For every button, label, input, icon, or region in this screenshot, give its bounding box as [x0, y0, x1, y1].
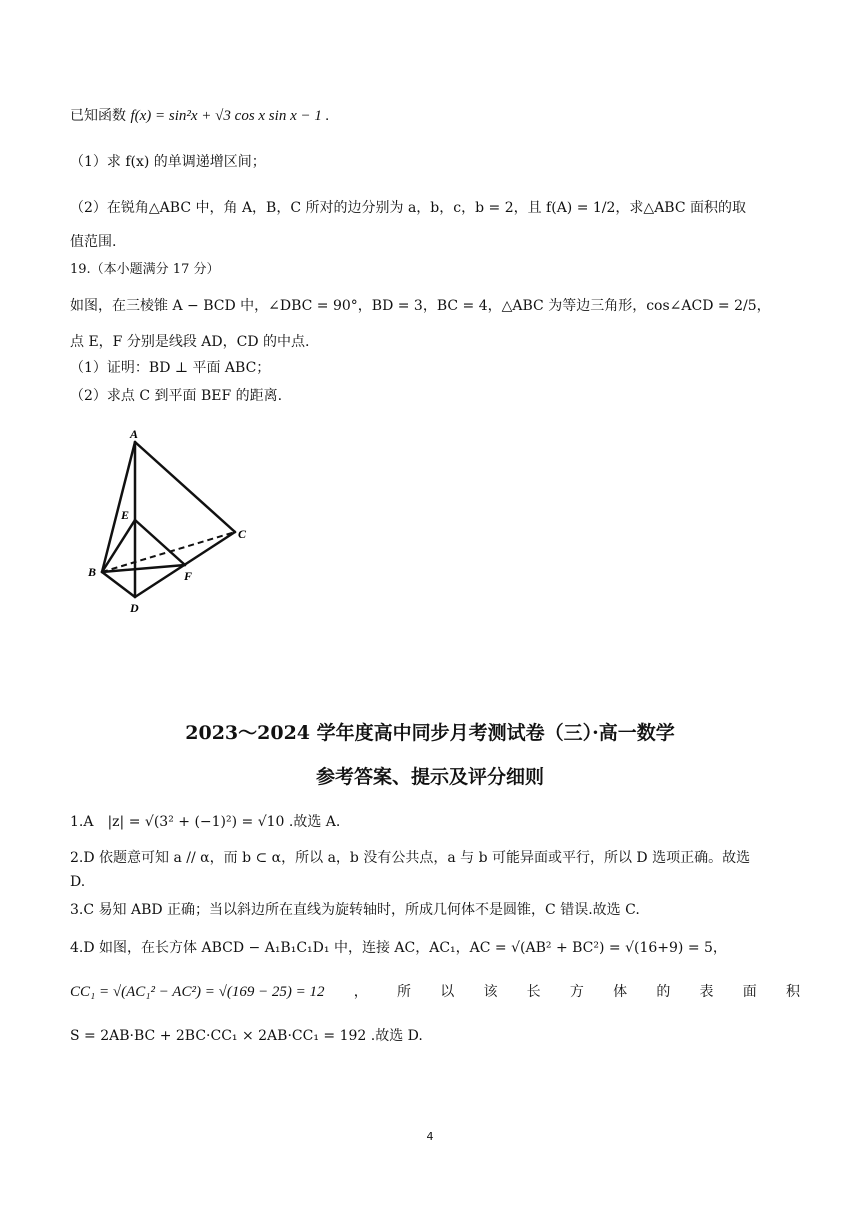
answer-4-word: 方 [569, 984, 584, 1000]
edge-ef [135, 520, 185, 565]
label-b: B [88, 565, 97, 579]
answer-2-line1: 2.D 依题意可知 a // α，而 b ⊂ α，所以 a，b 没有公共点，a 与 b 可能异面或平行，所以 D 选项正确。故选 [70, 850, 751, 866]
answers-subtitle: 参考答案、提示及评分细则 [315, 766, 544, 788]
q19-stem-line2: 点 E，F 分别是线段 AD，CD 的中点. [70, 334, 310, 350]
answer-4-line3: S = 2AB·BC + 2BC·CC₁ × 2AB·CC₁ = 192 .故选 D. [70, 1028, 423, 1044]
answer-4-word: 面 [742, 984, 757, 1000]
q19-header: 19.（本小题满分 17 分） [70, 262, 220, 277]
label-d: D [130, 601, 139, 615]
answer-4-word: 的 [656, 984, 671, 1000]
answer-4-word: 体 [613, 984, 628, 1000]
q18-part2-line1: （2）在锐角△ABC 中，角 A，B，C 所对的边分别为 a，b，c，b = 2，且 f(A) = 1/2，求△ABC 面积的取 [70, 200, 747, 216]
answer-4-word: 积 [785, 984, 800, 1000]
tetrahedron-figure [80, 420, 270, 620]
answer-4-word: ， [353, 984, 368, 1000]
answer-1: 1.A |z| = √(3² + (−1)²) = √10 .故选 A. [70, 814, 341, 830]
q18-function-line [70, 106, 800, 126]
edge-ab [102, 442, 135, 572]
q18-function: f(x) = sin²x + √3 cos x sin x − 1 . [130, 108, 330, 124]
answer-4-word: 所 [397, 984, 411, 1000]
q18-part2-line2: 值范围. [70, 234, 117, 250]
q19-stem-line1: 如图，在三棱锥 A − BCD 中，∠DBC = 90°，BD = 3，BC = 4，△ABC 为等边三角形，cos∠ACD = 2/5， [70, 298, 771, 314]
edge-bd [102, 572, 135, 597]
page-number: 4 [426, 1130, 434, 1143]
answer-4-line1: 4.D 如图，在长方体 ABCD − A₁B₁C₁D₁ 中，连接 AC，AC₁，AC = √(AB² + BC²) = √(16+9) = 5， [70, 940, 727, 956]
q18-part1: （1）求 f(x) 的单调递增区间； [70, 154, 266, 170]
label-f: F [184, 569, 193, 583]
answer-4-word: 长 [526, 984, 541, 1000]
edge-eb [102, 520, 135, 572]
answer-4-line2 [70, 982, 800, 1002]
answer-4-word: 表 [699, 984, 714, 1000]
answers-title: 2023～2024 学年度高中同步月考测试卷（三）·高一数学 [185, 722, 675, 744]
edge-ac [135, 442, 235, 532]
answer-3: 3.C 易知 ABD 正确；当以斜边所在直线为旋转轴时，所成几何体不是圆锥，C 错误.故选 C. [70, 902, 640, 918]
answer-4-cc1-formula: CC₁ = √(AC₁² − AC²) = √(169 − 25) = 12 [70, 984, 325, 1000]
answer-2-line2: D. [70, 874, 86, 890]
label-e: E [121, 508, 130, 522]
label-a: A [130, 427, 139, 441]
q19-part1: （1）证明：BD ⊥ 平面 ABC； [70, 360, 271, 376]
answer-4-word: 以 [440, 984, 455, 1000]
q18-intro: 已知函数 [70, 108, 126, 124]
label-c: C [238, 527, 247, 541]
answer-4-word: 该 [483, 984, 498, 1000]
q19-part2: （2）求点 C 到平面 BEF 的距离. [70, 388, 283, 404]
